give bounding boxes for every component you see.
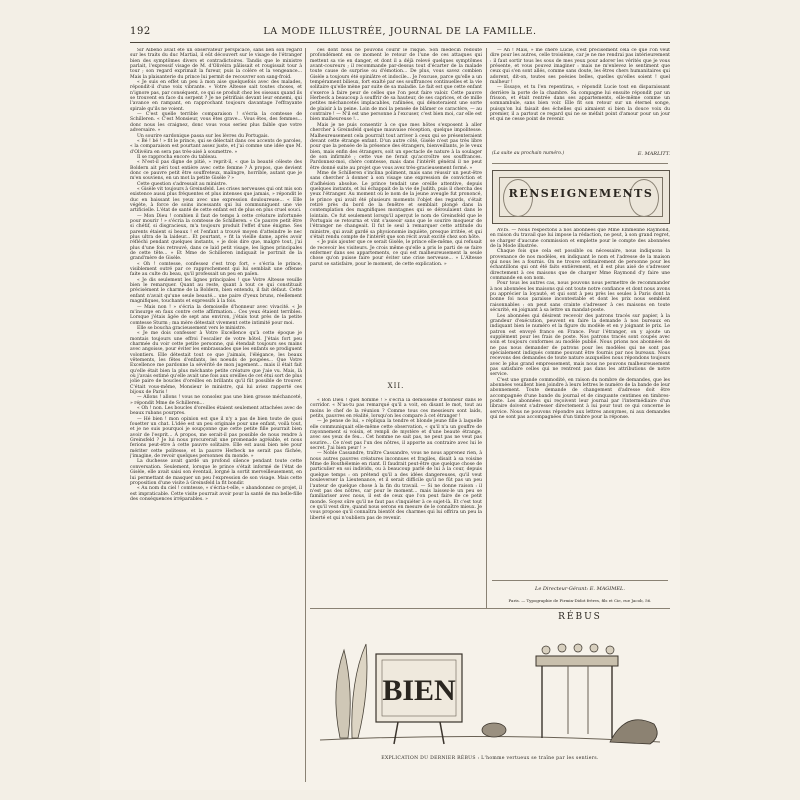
paragraph: Cette question s'adressait au ministre. [137, 181, 228, 187]
rebus-caption: EXPLICATION DU DERNIER RÉBUS : L'homme vertueux se traîne par les sentiers. [381, 756, 599, 761]
paragraph: « N'est-il pas digne de pitié, » reprit-il, « que la beauté céleste des Boldern ait péri tout entière avec cette femme ? À propos, que devient donc ce pauvre petit être souffreteux, malingre, horrible, autant que je m'en souviens, en un mot la petite Gisèle ? » [130, 160, 302, 182]
paragraph: « Je puis ajouter que ce serait Gisèle, le prince elle-même, qui refusait de recevoir les visiteurs. Je crois même qu'elle a pris le parti de se faire enfermer dans ses appartements, ce qui est malheureusement la seule chose qu'on puisse faire pour éviter une crise nerveuse... » L'Altesse parut se satisfaire, pour le moment, de cette explication. » [310, 240, 482, 267]
paragraph: AVIS. — Nous respectons à nos abonnées que Mme Emmeline Raymond, en raison du travail que lui impose la rédaction, ne peut, à son grand regret, se charger d'aucune commission et emplette pour le compte des abonnées de la Mode illustrée. [490, 228, 670, 250]
page-title: LA MODE ILLUSTRÉE, JOURNAL DE LA FAMILLE. [263, 26, 537, 37]
paragraph: « Gisèle vit toujours à Greinsfeld. Les crises nerveuses qui ont mis son existence aussi plus fréquentes et plus intenses que jamais, » répondit le duc en baissant les yeux avec une expression douloureuse... « Elle végète, à force de soins incessants qui lui communiquent une vie artificielle. L'état de santé de cette enfant est de plus en plus cruel souci. [130, 186, 302, 214]
paragraph: Un sourire sardonique passa sur les lèvres du Portugais. [137, 133, 269, 139]
banner-title: RENSEIGNEMENTS [508, 187, 654, 200]
paragraph: — Noble Cassandre, traître Cassandre, vous ne nous apprenez rien, à nous autres pauvres créatures inconnues et fragiles, disait à sa voisine Mme de Bouthélemie en riant. Il faudrait peut-être que quelque chose de particulier en soi individu, ou à beaucoup parlé de lui à la cour, depuis quelque temps : on prétend qu'il a des idées dangereuses, qu'il veut bouleverser la Lieutenance, et il serait difficile qu'il ne fût pas un peu l'auteur de quelque chose à la fin du travail. — Si ne donne raison : il n'est pas des nôtres, car pour le moment... mais laissez-le un peu se familiariser avec nous, il est de ceux que l'on peut faire de ce petit monde. Soyez sûre qu'il ne faut pas s'inquiéter à ce sujet-là. Et c'est tout ce qu'il veut dire, quand nous serons en mesure de le connaître mieux. Je vous propose qu'il connaîtra bientôt des charmes qui lui offrira un peu la liberté et qui n'oubliera pas de revenir. [310, 451, 482, 521]
animal-icon [482, 723, 506, 737]
paragraph: « Je suis en effet un peu à mon aise quelquefois avec des malades, répondit-il d'une voix vibrante. « Votre Altesse sait toutes choses, et n'ignore pas, par conséquent, ce qui se produit chez les oiseaux quand ils se trouvent en face du serpent ? Je ne pétrifiais devant leur ennemi, qui l'avance en rampant, en rapprochant toujours davantage l'effrayante spirale qu'ils ne voient. [130, 80, 302, 112]
notices-column [490, 228, 670, 576]
column-divider [305, 48, 306, 782]
column-divider [486, 48, 487, 608]
page-header [130, 26, 670, 40]
article-column-2-continued [310, 398, 482, 604]
paragraph: Les abonnées qui désirent recevoir des patrons tracés sur papier, à la grandeur d'exécution, peuvent en faire la demande à nos bureaux en indiquant bien le numéro et la figure du modèle et en y joignant le prix. Le patron est envoyé franco en France. Pour l'étranger, on y ajoute un supplément pour les frais de poste. Nos patrons tracés sont coupés avec soin et toujours conformes au modèle publié. Nous prions nos abonnées de ne pas nous demander de patrons pour les modèles qui ne sont pas spécialement indiqués comme pouvant être fournis par nos bureaux. Nous recevons des demandes de toute nature auxquelles nous répondons toujours avec le plus grand empressement, mais nous ne pouvons malheureusement pas satisfaire celles qui ne rentrent pas dans les attributions de notre service. [490, 313, 670, 378]
newspaper-page [100, 20, 680, 790]
paragraph: Mme de Schilleren s'inclina poliment, mais sans réussir un peut-être sans chercher à donner à son visage une expression de conviction et d'adhésion absolue. Le prince tendait une oreille attentive, depuis quelques instants, et lui échappait de la vie de Judith, puis il chercha des yeux l'étranger. Au moment où le nom de la jeune aveugle fut prononcé, le prince qui avait été plusieurs moments l'objet des regards, s'était retiré près du bord de la fenêtre et semblait plongé dans la contemplation des magnifiques montagnes qui se déroulaient dans le lointain. Ce fut seulement lorsqu'il aperçut le nom de Greinsfeld que le Portugais se retourna et vint s'asseoir sans que le sourire moqueur de l'étranger ne changeait. Il fut le seul à remarquer cette attitude du ministre, qui avait gardé sa physionomie inquiète, presque irritée, et qui s'était rendu compte de l'intérêt que son récit avait excité chez son hôte. [310, 170, 482, 241]
sign-text: BIEN [382, 674, 456, 707]
paragraph: — Mais non ! » s'écria la demoiselle d'honneur avec vivacité. « Je m'insurge en faux contre cette affirmation... Ces yeux étaient terribles. Lorsque j'étais âgée de sept ans environ, j'étais tout près de la petite comtesse Sturm ; ma mère détestait vivement cette intimité pour moi. [130, 304, 302, 326]
rock-icon [610, 720, 657, 744]
printer-line: Paris. — Typographie de Firmin-Didot frères, fils et Cie, rue Jacob, 56. [508, 598, 652, 603]
paragraph: — Ah ! Mais, » me chère Lucie, s'est précisément cela ce que l'on veut dire pour les autres, celle troisième, car je ne me rendrai pas intérieurement : il faut sortir tous les sous de mes yeux pour adorer les vérités que je vous présente, et vous pouvez imaginer : mais ne m'enlevez le sentiment que ceux qui s'en sont allés, comme sans doute, les êtres chers humanitaires qui adorent, dit-on, toutes ses poésies belles, quelles qu'elles soient ! quel malheur ! [490, 48, 670, 86]
paragraph: « Bon Dieu ! quel homme ! » s'écria la demoiselle d'honneur dans le corridor. « N'as-tu pas remarqué qu'il a voit, en disant le mot, tout au moins le chef de la réunion ? Comme tous ces messieurs sont laids, petits, pauvres en réalité, lorsqu'on les compare à cet étranger ! [310, 398, 482, 420]
paragraph: — Essaye, et tu l'en repentiras, » répondit Lucie tout en disparaissant derrière la porte de la chambre. Sa compagne lui ensuite répondit par un frisson, et était rentrée dans ses appartements, elle-même comme un somnambule, sans bien voir. Elle fit son retour sur un éternel songe, puisqu'on lui faisait des échelles qui aimaient si bien la douce voix du premier, il a partout ce regard qui ne se méfait point d'amour pour un jour et qui ne cesse point de revenir. [490, 85, 670, 123]
paragraph: « Au nom du ciel ! comtesse, » s'écria-t-elle, « abandonnez ce projet, il est impraticable. Cette visite pourrait avoir pour la santé de ma belle-fille des conséquences irréparables. » [130, 486, 302, 502]
paragraph: « Oh ! non. Les boucles d'oreilles étaient seulement attachées avec de beaux rubans pourpres. [130, 406, 302, 417]
ornament-icon [542, 646, 550, 654]
paragraph: — Allons ! allons ! vous ne consolez pas une bien grosse méchanceté, » répondit Mme de Schilleren... [130, 395, 302, 406]
article-column-2 [310, 48, 482, 390]
ground-line [320, 736, 660, 742]
page-number: 192 [130, 26, 151, 37]
director-line: Le Directeur-Gérant: E. MAGIMEL. [535, 586, 625, 592]
paragraph: La duchesse avait gardé un profond silence pendant toute cette conversation. Seulement, lorsque le prince s'était informé de l'état de Gisèle, elle avait saisi son éventail, lorgné la sortit merveilleusement, en lui permettant de masquer un peu l'expression de son visage. Mais cette proposition d'une visite à Greinsfeld la fit bondir. [130, 459, 302, 486]
paragraph: Elle se boucha gracieusement vers le ministre. [137, 325, 247, 331]
separator-rule [492, 163, 668, 164]
paragraph: « Je dis seulement les lignes principales ! que Votre Altesse veuille bien le remarquer. Quant au reste, quant à tout ce qui constituait précisément le charme de la Boldern, bien entendu, il fait défaut. Cette enfant n'avait qu'une seule beauté... une paire d'yeux bruns, réellement magnifiques, touchants et expressifs à la fois. [130, 277, 302, 305]
paragraph: « Bé ! bé ! » fit le prince, qui se délectait dans ces accents de paroles, « la comparaison est pourtant assez juste, et j'ai comme une idée que M. d'Olivéira en sera pas très-aisé à soumettre. » [130, 138, 302, 155]
feather-icon [336, 650, 350, 738]
paragraph: ces dont nous ne pouvons courir le risque. Son médecin redoute profondément en ce moment le retour de l'une de ces attaques qui mettent sa vie en danger, et dont il a déjà relevé quelques symptômes avant-coureurs ; il recommande par-dessus tout d'écarter de la malade toute cause de surprise ou d'émotion... De plus, vous savez combien Gisèle a toujours été opiniâtre et indocile... Je l'excuse, parce qu'elle a un tempérament bilieux, fort exalté par ses souffrances continuelles et la vie solitaire qu'elle mène par suite de sa maladie. Le fait est que cette enfant s'exerce à faire peur de celles que l'on peut faire valoir. Cette pauvre Herbeck a beaucoup à souffrir de sa hauteur, de ses caprices, et de mille petites méchancetés implacables, rafiinées, qui dénoteraient une sorte de plaisir à la peine. Loin de moi la pensée de blâmer ce caractère, — au contraire ! — N'il est une personne à l'excuser, c'est bien moi, car elle est bien malheureuse !... [310, 48, 482, 123]
paragraph: Sir Albéno avait été un observateur perspicace, sans lien son regard sur les traits du duc Martial, il eût découvert sur le visage de l'étranger bien des symptômes divers et contradictoires. Tandis que le ministre parlait, l'expressif visage de M. d'Olivéira pâlissait et rougissait tour à tour ; son regard exprimait la fureur, puis la colère et la vengeance... Mais la plaisanterie du prince lui permit de recouvrer son sang-froid. [130, 48, 302, 80]
separator-rule [492, 580, 668, 581]
paragraph: — Mon Dieu ! combien il faut de temps à cette créature infortunée pour mourir ! » s'écria la comtesse de Schilleren. « Ce pauvre petit être si chétif, si disgracieux, m'a toujours produit l'effet d'une énigme. Ses parents étaient si beaux ! et l'enfant a trouvé moyen d'atteindre le nec plus ultra de la laideur... Et pourtant, » fit la vieille dame, après avoir réfléchi pendant quelques instants, « je dois dire que, malgré tout, j'ai plus d'une fois retrouvé, dans ce laid petit visage, les lignes principales de cette tête... » Et Mme de Schilleren indiquait le portrait de la grand'mère de Gisèle. [130, 213, 302, 262]
paragraph: — Hé bien ! mon opinion est que il n'y a pas de bien toute de quoi fouetter un chat. L'idée est un peu originale pour une enfant, voilà tout, et je ne suis pourquoi je soupçonne que cette petite fille pourrait bien avoir de l'esprit... À propos, me serait-il pas possible de nous rendre à Greinsfeld ? Je lui nous procurerait une promenade agréable, et nous ferions peut-être à cette pauvre solitaire. Elle est aussi bien née pour mériter cette politesse, et la pauvre Herbeck ne serait pas fâchée, j'imagine, de revoir quelques personnes du monde. » [130, 416, 302, 460]
rebus-title: RÉBUS [558, 612, 602, 622]
author-signature: E. MARLITT. [637, 151, 670, 157]
separator-rule [310, 608, 670, 609]
article-column-3 [490, 48, 670, 148]
paragraph: — C'est quelle terrible comparaison ! s'écria la comtesse de Schilleren. « C'est Monsieur, vous êtes grave... Vous êtes, des femmes... donc nous les craignez, donc vous vous seriez plus faible que votre adversaire. » [130, 112, 302, 134]
paragraph: « Je me dois confesser à Votre Excellence qu'à cette époque je montais toujours une effroi l'escalier de votre hôtel. J'étais fort peu charmée du voir cette petite personne, qui étendait toujours ses mains avec angoisse, pour éviter les embrassades que les enfants se prodiguent volontiers. Elle détestait tout ce que j'aimais, l'élégance, les beaux vêtements, les fêtes d'enfants, les noeuds de poupées... Que Votre Excellence me pardonne la sévérité de mon jugement... mais il était fait qu'elle était bien la plus méchante petite créature que j'aie vu. Mais, là où j'avais estimé qu'elle avait une fois aux oreilles de cet étui sort de plus jolie paire de boucles d'oreilles en brillants qu'il fût possible de trouver. C'était vous-même, Monsieur le ministre, qui lui aviez rapporté ces bijoux de Paris ! [130, 331, 302, 395]
ornament-icon [558, 644, 566, 652]
section-banner [492, 170, 670, 224]
paragraph: Mais je ne puis consentir à ce que mes hôtes s'exposent à aller chercher à Greinsfeld quelque mauvaise réception, quelque impolitesse. Malheureusement cela pourrait tout arriver à ceux qui se présenteraient devant cette étrange enfant. D'un autre côté, Gisèle n'est pas très libre pour que la pensée de la présence des étrangers, bienveillants, je le veux bien, mais enfin des étrangers, soit un spectacle de nature à la soulager de son infirmité ; cette vue ne ferait qu'accroître ses souffrances. Pardonnez-moi, chère comtesse, mais dans l'intérêt général il ne peut être donné suite au projet que vous avez très-gracieusement formé. » [310, 122, 482, 171]
rebus-illustration [310, 620, 670, 752]
sign-leg [440, 722, 444, 744]
paragraph: — Je pense de lui, » répliqua la tendre et blonde jeune fille à laquelle elle communiquait elle-même cette observation, « qu'il n'a un gouffre de rayonnement si voisin, et rempli de mystère et d'une beauté étrange, avec ses yeux de feu... Cet homme ne sait pas, ne peut pas ne veut pas sourire... Ce n'est pas l'un des nôtres, il apporte au contraire avec lui le secret. J'ai bien peur ! » [310, 419, 482, 452]
ornament-icon [590, 644, 598, 652]
paragraph: Chaque fois que cela est possible ou nécessaire, nous indiquons la provenance de nos modèles, en indiquant le nom et l'adresse de la maison qui nous les a fournis. On ne trouve ordinairement de personne pour les échantillons qui ont été faits entièrement, et il est plus aisé de s'adresser directement à ces maisons que de charger Mme Raymond d'y faire une commande en son nom. [490, 249, 670, 282]
ornament-icon [606, 646, 614, 654]
feather-icon [352, 644, 367, 738]
continuation-note: (La suite au prochain numéro.) [492, 151, 565, 156]
paragraph: Il se rapprocha encore du tableau. [137, 154, 218, 160]
paragraph: « Oh ! comtesse, confessez c'est trop fort, » s'écria le prince, visiblement outré par ce rapprochement qui lui semblait une offense faite au culte du beau, qu'il professait un peu en païen. [130, 261, 302, 278]
paragraph: Pour tous les autres cas, nous pouvons nous permettre de recommander à nos abonnées les maisons qui ont toute notre confiance et dont nous avons pu apprécier la loyauté, et qui sont à peu près les seules à Paris dont la bonne foi nous paraisse incontestable et dont les prix nous semblent raisonnables : on peut sans crainte s'adresser à ces maisons en toute sécurité, en joignant à sa lettre un mandat-poste. [490, 281, 670, 314]
section-number: XII. [387, 382, 405, 390]
article-column-1 [130, 48, 302, 782]
table-top [536, 656, 618, 666]
paragraph: C'est une grande commodité, en raison du nombre de demandes, que les abonnées veuillent bien joindre à leurs lettres le numéro de la bande de leur abonnement. Toute demande de changement d'adresse doit être accompagnée d'une bande du journal et de cinquante centimes en timbres-poste. Les abonnées qui reçoivent leur journal par l'intermédiaire d'un libraire doivent s'adresser directement à lui pour tout ce qui concerne le service. Nous ne pouvons répondre aux lettres anonymes, ni aux demandes qui ne sont pas accompagnées d'un timbre pour la réponse. [490, 377, 670, 421]
ornament-icon [574, 644, 582, 652]
header-rule [130, 42, 670, 43]
sign-leg [394, 722, 398, 744]
